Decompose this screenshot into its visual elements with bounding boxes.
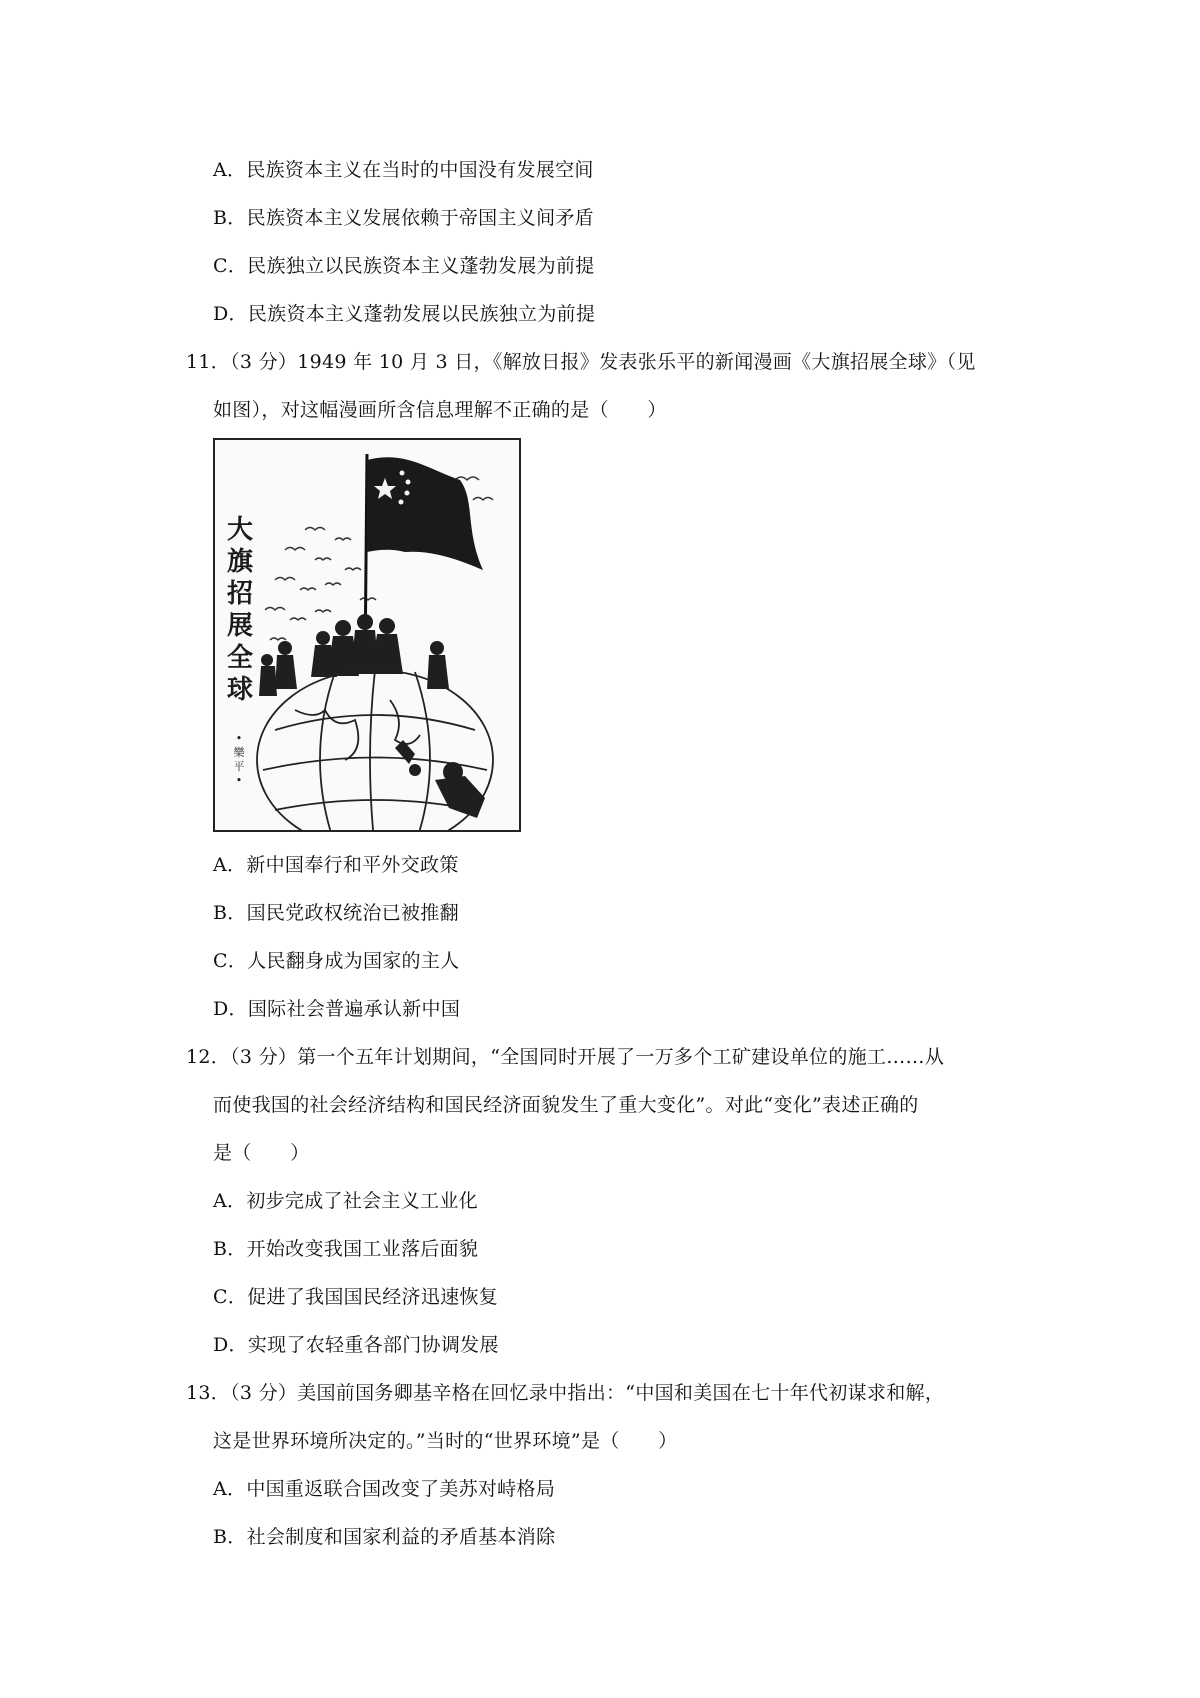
option-letter: A． [213, 159, 247, 181]
option-a[interactable] [213, 157, 594, 183]
signature-char: • [235, 774, 243, 787]
option-letter: B． [213, 902, 247, 924]
option-text: 民族资本主义在当时的中国没有发展空间 [246, 159, 594, 181]
option-letter: A． [213, 1478, 247, 1500]
question-13-stem: 13．（3 分）美国前国务卿基辛格在回忆录中指出：“中国和美国在七十年代初谋求和解， [186, 1382, 945, 1404]
cartoon-title-char: 大 [226, 515, 253, 545]
option-text: 国际社会普遍承认新中国 [247, 998, 461, 1020]
option-d[interactable] [213, 996, 460, 1022]
option-text: 社会制度和国家利益的矛盾基本消除 [246, 1526, 556, 1548]
option-text: 实现了农轻重各部门协调发展 [247, 1334, 499, 1356]
cartoon-title [225, 514, 255, 706]
signature-char: 平 [233, 760, 245, 773]
option-letter: D． [213, 998, 248, 1020]
question-13-stem-cont: 这是世界环境所决定的。”当时的“世界环境”是（ ） [213, 1430, 678, 1452]
option-d[interactable] [213, 301, 595, 327]
option-text: 人民翻身成为国家的主人 [247, 950, 460, 972]
option-letter: D． [213, 1334, 248, 1356]
cartoon-signature [229, 732, 249, 788]
cartoon-figure [213, 438, 521, 832]
cartoon-title-char: 旗 [226, 547, 253, 577]
option-letter: A． [213, 854, 247, 876]
option-text: 开始改变我国工业落后面貌 [246, 1238, 479, 1260]
option-text: 新中国奉行和平外交政策 [246, 854, 459, 876]
option-c[interactable] [213, 1284, 498, 1310]
option-text: 民族资本主义蓬勃发展以民族独立为前提 [247, 303, 596, 325]
option-letter: A． [213, 1190, 247, 1212]
signature-char: • [235, 732, 243, 745]
option-letter: B． [213, 207, 247, 229]
cartoon-title-char: 球 [226, 675, 253, 705]
option-text: 民族资本主义发展依赖于帝国主义间矛盾 [246, 207, 594, 229]
option-text: 初步完成了社会主义工业化 [246, 1190, 478, 1212]
option-text: 促进了我国国民经济迅速恢复 [247, 1286, 499, 1308]
option-b[interactable] [213, 1524, 555, 1550]
option-a[interactable] [213, 852, 459, 878]
option-b[interactable] [213, 1236, 478, 1262]
cartoon-title-char: 招 [226, 579, 253, 609]
option-c[interactable] [213, 253, 595, 279]
question-11-stem: 11．（3 分）1949 年 10 月 3 日，《解放日报》发表张乐平的新闻漫画《大旗招展全球》（见 [186, 351, 976, 373]
question-12-stem-cont: 是（ ） [213, 1142, 310, 1164]
option-b[interactable] [213, 205, 594, 231]
option-d[interactable] [213, 1332, 499, 1358]
option-a[interactable] [213, 1476, 555, 1502]
question-11-stem-cont: 如图），对这幅漫画所含信息理解不正确的是（ ） [213, 399, 667, 421]
option-letter: B． [213, 1238, 247, 1260]
option-letter: C． [213, 1286, 248, 1308]
cartoon-title-char: 展 [226, 611, 253, 641]
option-text: 国民党政权统治已被推翻 [246, 902, 459, 924]
cartoon-illustration [215, 440, 519, 830]
option-text: 中国重返联合国改变了美苏对峙格局 [246, 1478, 556, 1500]
option-text: 民族独立以民族资本主义蓬勃发展为前提 [247, 255, 595, 277]
signature-char: 樂 [233, 746, 245, 759]
cartoon-title-char: 全 [226, 643, 253, 673]
question-12-stem-cont: 而使我国的社会经济结构和国民经济面貌发生了重大变化”。对此“变化”表述正确的 [213, 1094, 919, 1116]
option-a[interactable] [213, 1188, 478, 1214]
option-letter: C． [213, 255, 248, 277]
option-letter: D． [213, 303, 248, 325]
option-b[interactable] [213, 900, 459, 926]
option-c[interactable] [213, 948, 459, 974]
option-letter: C． [213, 950, 248, 972]
option-letter: B． [213, 1526, 247, 1548]
question-12-stem: 12．（3 分）第一个五年计划期间，“全国同时开展了一万多个工矿建设单位的施工……从 [186, 1046, 945, 1068]
